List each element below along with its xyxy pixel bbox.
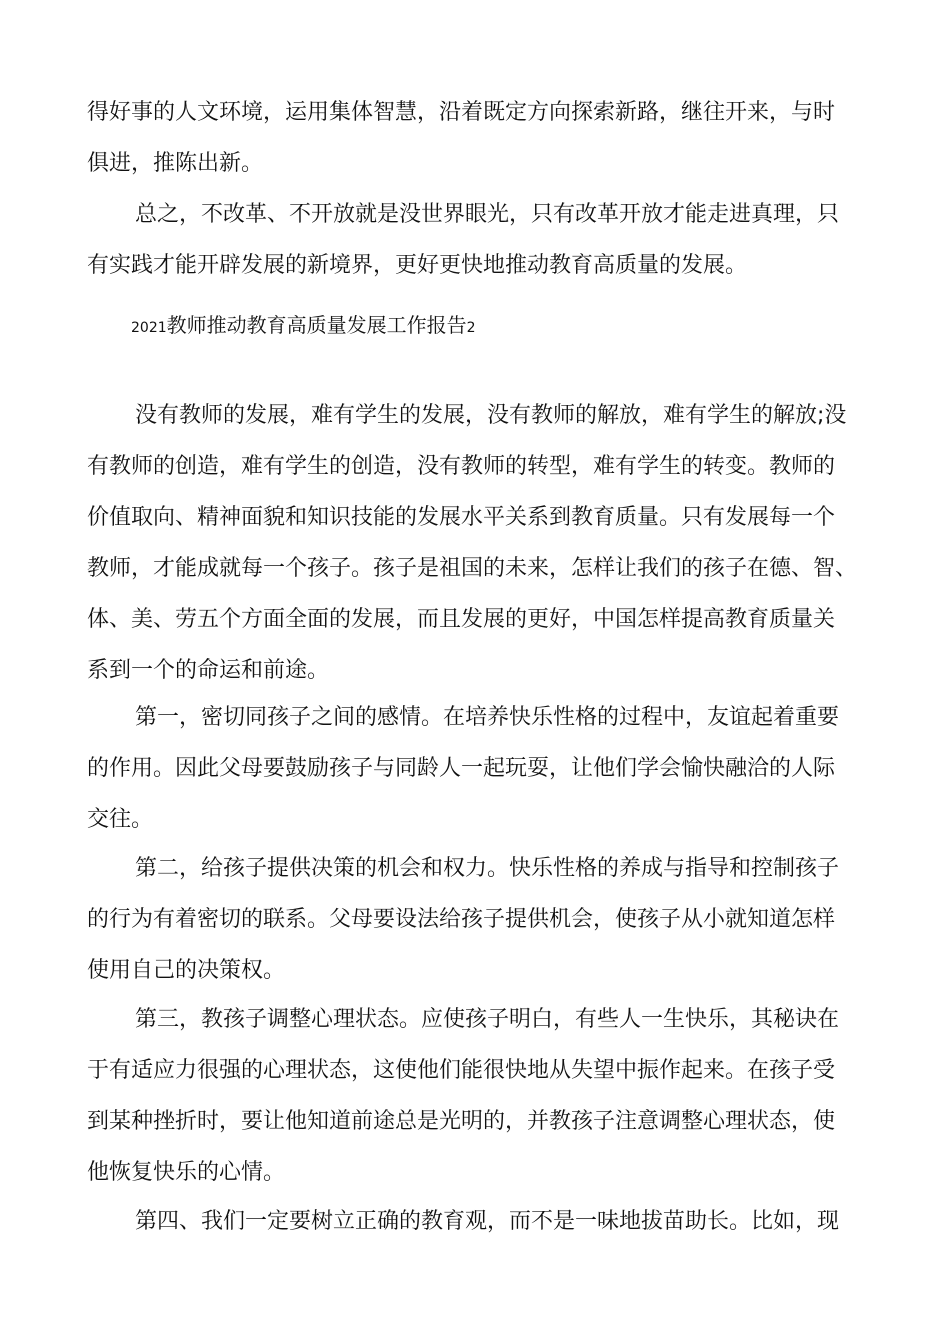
section-heading bbox=[131, 305, 476, 348]
text-line: 交往。 bbox=[87, 807, 154, 832]
text-line: 没有教师的发展，难有学生的发展，没有教师的解放，难有学生的解放;没 bbox=[135, 403, 847, 428]
text-line: 使用自己的决策权。 bbox=[87, 958, 286, 983]
heading-number: 2 bbox=[466, 320, 476, 336]
text-line: 的行为有着密切的联系。父母要设法给孩子提供机会，使孩子从小就知道怎样 bbox=[87, 907, 836, 932]
paragraph-6 bbox=[87, 994, 877, 1198]
text-line: 教师，才能成就每一个孩子。孩子是祖国的未来，怎样让我们的孩子在德、智、 bbox=[87, 556, 858, 581]
paragraph-7 bbox=[87, 1196, 877, 1247]
text-line: 第三，教孩子调整心理状态。应使孩子明白，有些人一生快乐，其秘诀在 bbox=[135, 1007, 840, 1032]
text-line: 得好事的人文环境，运用集体智慧，沿着既定方向探索新路，继往开来，与时 bbox=[87, 100, 836, 125]
text-line: 他恢复快乐的心情。 bbox=[87, 1160, 286, 1185]
paragraph-3 bbox=[87, 390, 877, 696]
heading-year: 2021 bbox=[131, 320, 167, 336]
text-line: 第二，给孩子提供决策的机会和权力。快乐性格的养成与指导和控制孩子 bbox=[135, 856, 840, 881]
text-line: 到某种挫折时，要让他知道前途总是光明的，并教孩子注意调整心理状态，使 bbox=[87, 1109, 836, 1134]
text-line: 的作用。因此父母要鼓励孩子与同龄人一起玩耍，让他们学会愉快融洽的人际 bbox=[87, 756, 836, 781]
text-line: 俱进，推陈出新。 bbox=[87, 151, 264, 176]
text-line: 有教师的创造，难有学生的创造，没有教师的转型，难有学生的转变。教师的 bbox=[87, 454, 836, 479]
text-line: 价值取向、精神面貌和知识技能的发展水平关系到教育质量。只有发展每一个 bbox=[87, 505, 836, 530]
paragraph-5 bbox=[87, 843, 877, 996]
text-line: 第一，密切同孩子之间的感情。在培养快乐性格的过程中，友谊起着重要 bbox=[135, 705, 840, 730]
paragraph-4 bbox=[87, 692, 877, 845]
text-line: 总之，不改革、不开放就是没世界眼光，只有改革开放才能走进真理，只 bbox=[135, 202, 840, 227]
text-line: 有实践才能开辟发展的新境界，更好更快地推动教育高质量的发展。 bbox=[87, 253, 748, 278]
paragraph-2 bbox=[87, 189, 877, 291]
paragraph-1 bbox=[87, 87, 877, 189]
text-line: 于有适应力很强的心理状态，这使他们能很快地从失望中振作起来。在孩子受 bbox=[87, 1058, 836, 1083]
text-line: 第四、我们一定要树立正确的教育观，而不是一味地拔苗助长。比如，现 bbox=[135, 1209, 840, 1234]
text-line: 体、美、劳五个方面全面的发展，而且发展的更好，中国怎样提高教育质量关 bbox=[87, 607, 836, 632]
heading-text: 教师推动教育高质量发展工作报告 bbox=[166, 313, 467, 337]
text-line: 系到一个的命运和前途。 bbox=[87, 658, 330, 683]
